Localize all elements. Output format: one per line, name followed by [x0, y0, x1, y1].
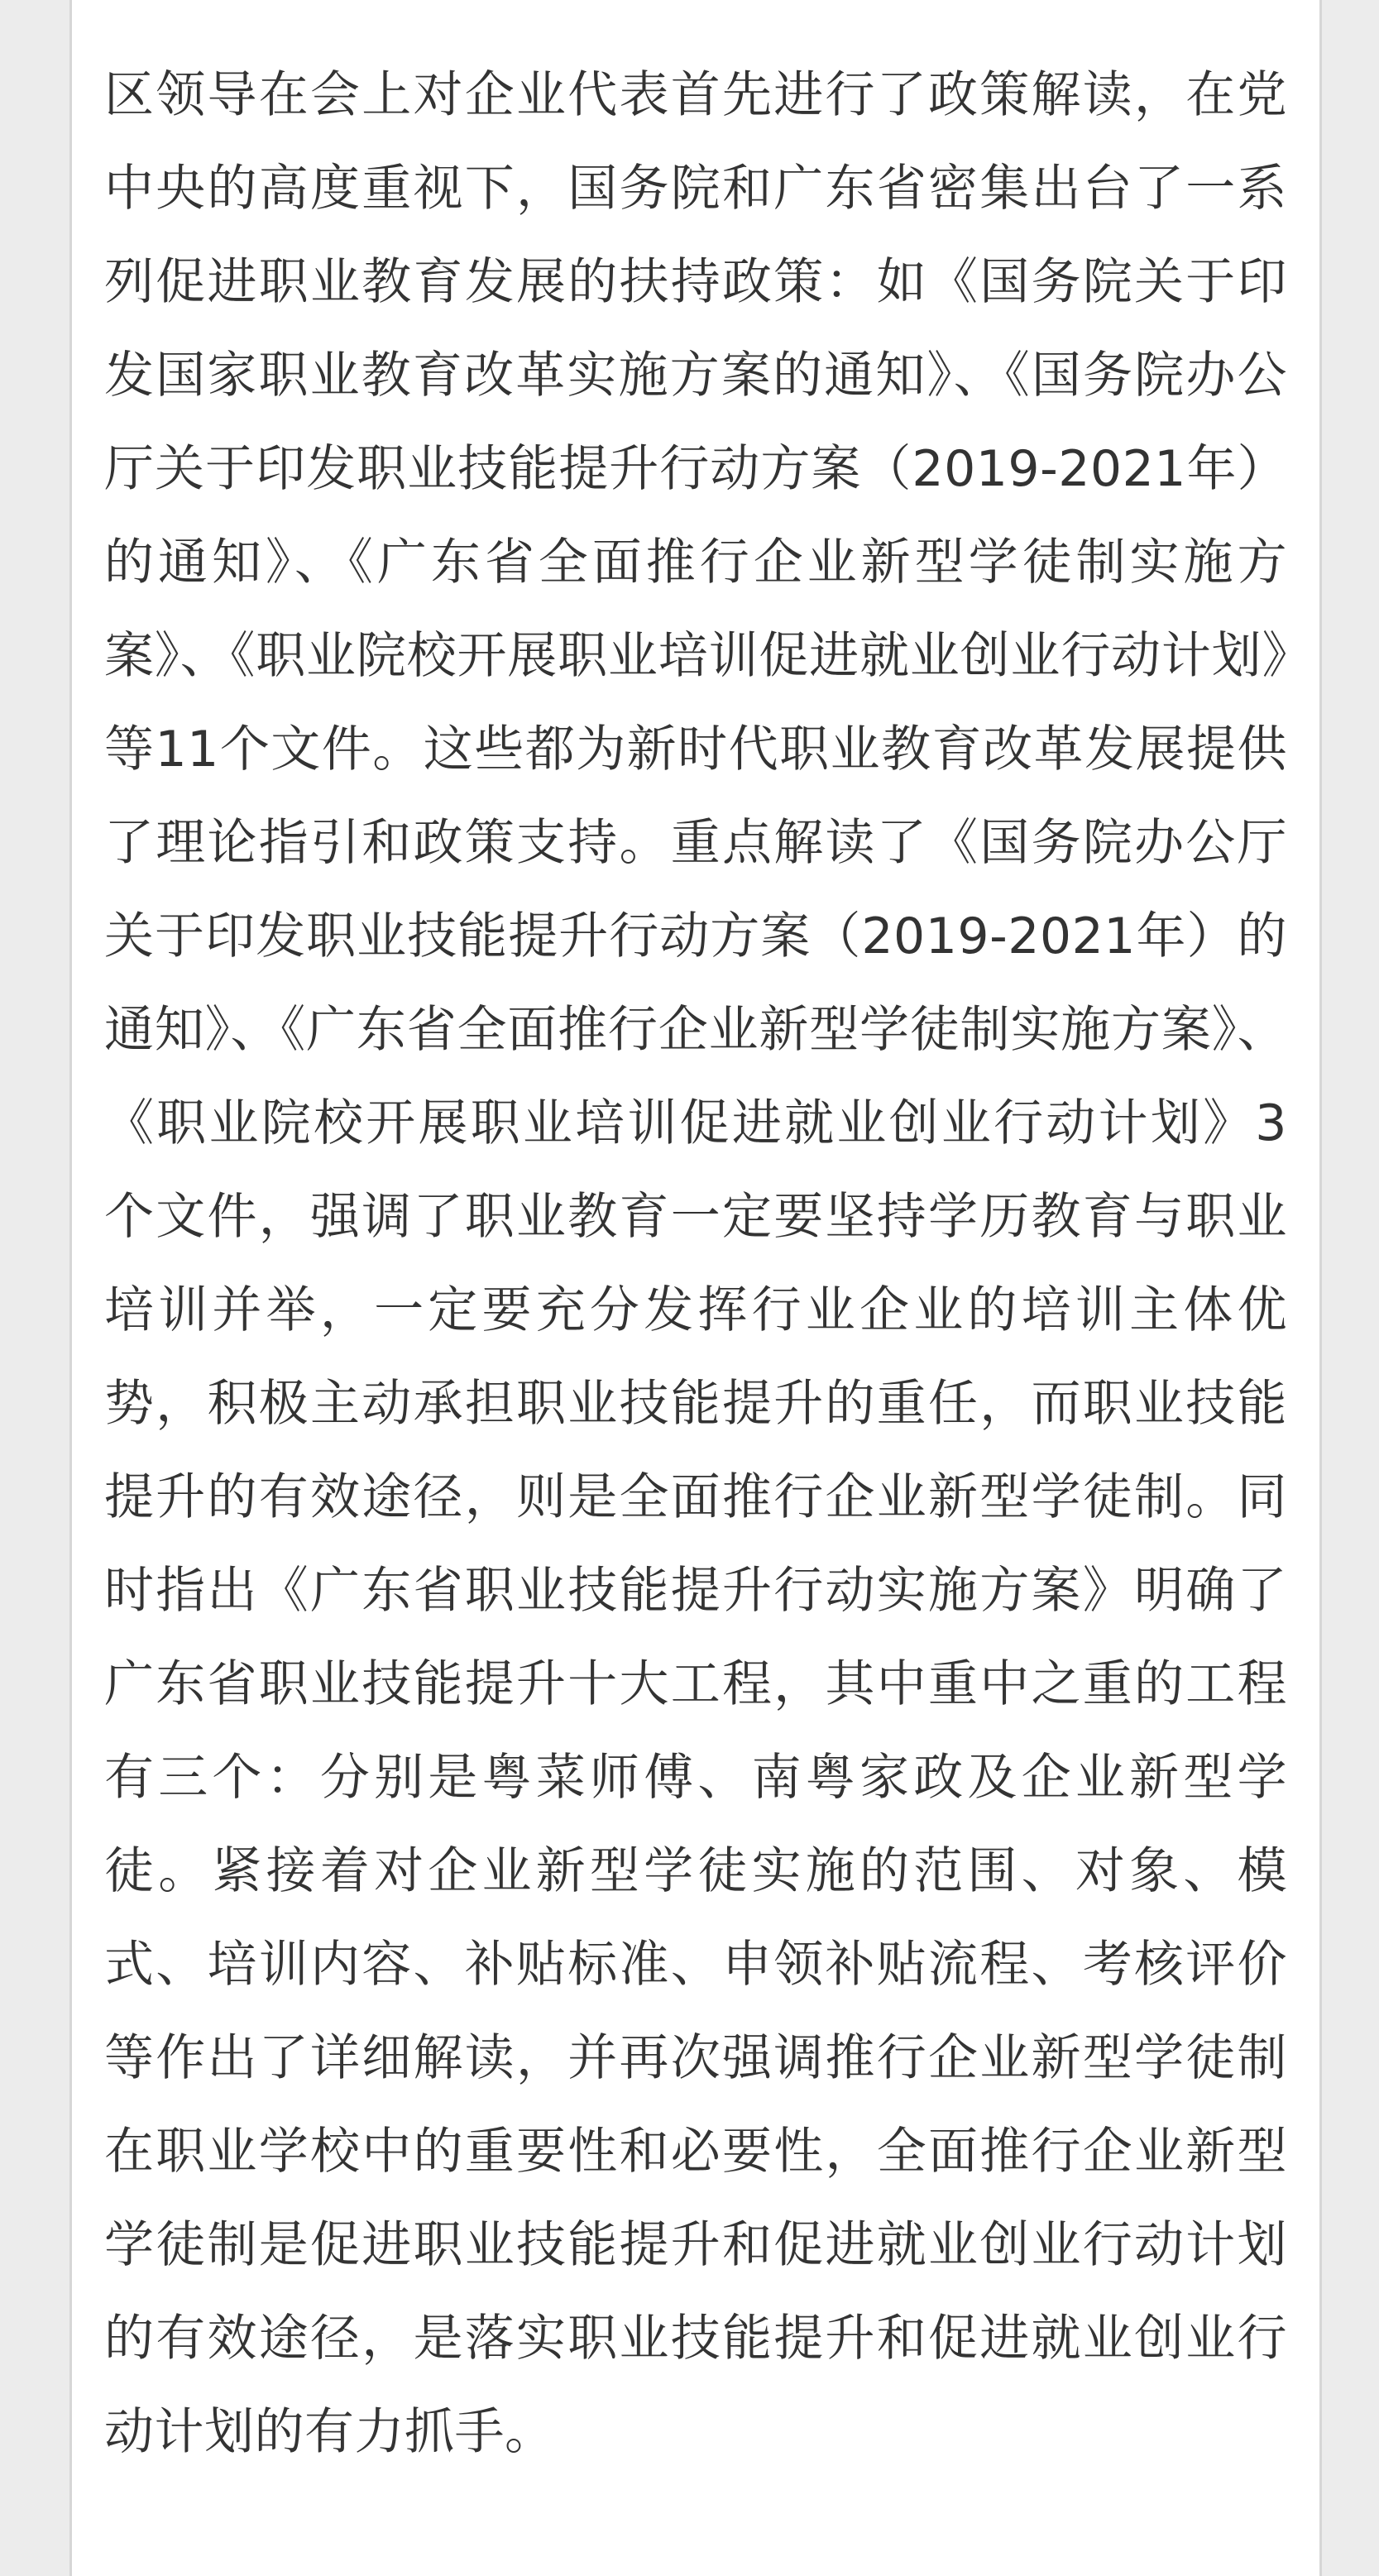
article-paragraph: 区领导在会上对企业代表首先进行了政策解读，在党中央的高度重视下，国务院和广东省密集出台了一系列促进职业教育发展的扶持政策：如《国务院关于印发国家职业教育改革实施方案的通知》、《国务院办公厅关于印发职业技能提升行动方案（2019-2021年）的通知》、《广东省全面推行企业新型学徒制实施方案》、《职业院校开展职业培训促进就业创业行动计划》等11个文件。这些都为新时代职业教育改革发展提供了理论指引和政策支持。重点解读了《国务院办公厅关于印发职业技能提升行动方案（2019-2021年）的通知》、《广东省全面推行企业新型学徒制实施方案》、《职业院校开展职业培训促进就业创业行动计划》3个文件，强调了职业教育一定要坚持学历教育与职业培训并举，一定要充分发挥行业企业的培训主体优势，积极主动承担职业技能提升的重任，而职业技能提升的有效途径，则是全面推行企业新型学徒制。同时指出《广东省职业技能提升行动实施方案》明确了广东省职业技能提升十大工程，其中重中之重的工程有三个：分别是粤菜师傅、南粤家政及企业新型学徒。紧接着对企业新型学徒实施的范围、对象、模式、培训内容、补贴标准、申领补贴流程、考核评价等作出了详细解读，并再次强调推行企业新型学徒制在职业学校中的重要性和必要性，全面推行企业新型学徒制是促进职业技能提升和促进就业创业行动计划的有效途径，是落实职业技能提升和促进就业创业行动计划的有力抓手。	[104, 66, 1287, 2461]
